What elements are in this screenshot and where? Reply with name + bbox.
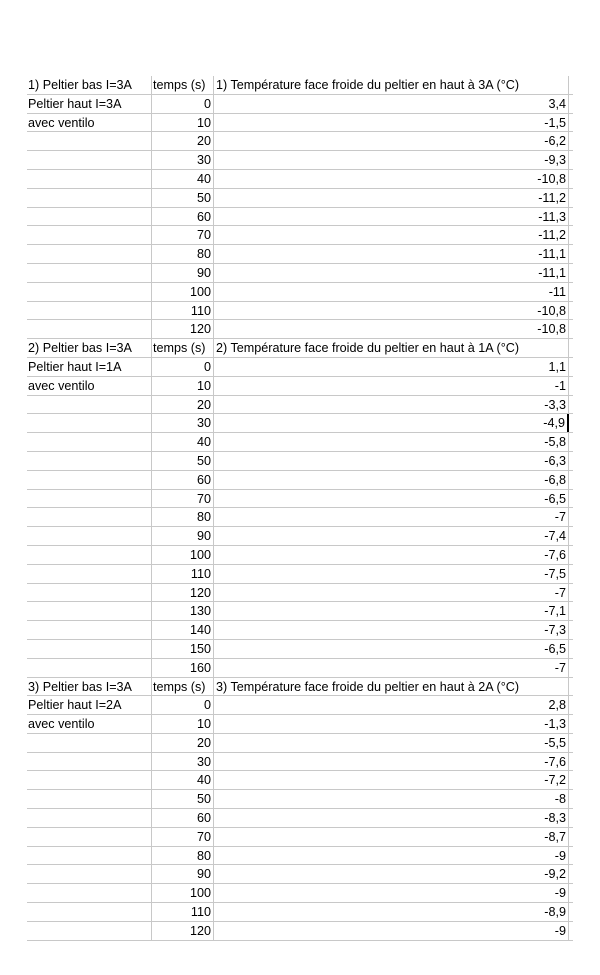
label-cell[interactable] xyxy=(27,602,152,620)
temperature-cell[interactable]: -9 xyxy=(214,884,569,902)
temperature-cell[interactable]: 1,1 xyxy=(214,358,569,376)
time-cell[interactable]: 50 xyxy=(152,189,214,207)
table-row xyxy=(27,151,573,170)
time-cell[interactable]: 120 xyxy=(152,320,214,338)
time-cell[interactable]: 100 xyxy=(152,283,214,301)
table-row xyxy=(27,114,573,133)
temperature-cell[interactable]: -6,5 xyxy=(214,640,569,658)
time-cell[interactable]: 70 xyxy=(152,226,214,244)
table-row xyxy=(27,226,573,245)
time-cell[interactable]: 70 xyxy=(152,828,214,846)
temperature-cell[interactable]: -10,8 xyxy=(214,302,569,320)
temperature-cell[interactable]: 2,8 xyxy=(214,696,569,714)
temperature-cell[interactable]: -3,3 xyxy=(214,396,569,414)
temperature-cell[interactable]: -7,6 xyxy=(214,546,569,564)
temperature-cell[interactable]: -8,7 xyxy=(214,828,569,846)
temperature-cell[interactable]: -7 xyxy=(214,508,569,526)
temperature-cell[interactable]: 3,4 xyxy=(214,95,569,113)
label-cell[interactable] xyxy=(27,847,152,865)
table-row xyxy=(27,132,573,151)
label-cell[interactable] xyxy=(27,546,152,564)
time-cell[interactable]: 20 xyxy=(152,396,214,414)
temperature-cell[interactable]: -7,5 xyxy=(214,565,569,583)
label-cell[interactable]: Peltier haut I=3A xyxy=(27,95,152,113)
time-cell[interactable]: 10 xyxy=(152,715,214,733)
time-cell[interactable]: 30 xyxy=(152,151,214,169)
table-row xyxy=(27,546,573,565)
label-cell[interactable]: avec ventilo xyxy=(27,114,152,132)
time-cell[interactable]: 90 xyxy=(152,527,214,545)
temperature-cell[interactable]: -1,5 xyxy=(214,114,569,132)
label-cell[interactable] xyxy=(27,151,152,169)
time-cell[interactable]: 150 xyxy=(152,640,214,658)
label-cell[interactable] xyxy=(27,226,152,244)
table-row xyxy=(27,640,573,659)
time-cell[interactable]: 30 xyxy=(152,753,214,771)
table-row xyxy=(27,809,573,828)
time-cell[interactable]: 80 xyxy=(152,847,214,865)
table-section-3 xyxy=(27,678,573,941)
time-cell[interactable]: 20 xyxy=(152,132,214,150)
time-header-cell[interactable]: temps (s) xyxy=(152,339,214,357)
label-cell[interactable] xyxy=(27,414,152,432)
time-cell[interactable]: 40 xyxy=(152,771,214,789)
table-row xyxy=(27,884,573,903)
time-cell[interactable]: 40 xyxy=(152,170,214,188)
time-cell[interactable]: 40 xyxy=(152,433,214,451)
table-row xyxy=(27,414,573,433)
time-cell[interactable]: 80 xyxy=(152,508,214,526)
label-cell[interactable] xyxy=(27,396,152,414)
table-row xyxy=(27,170,573,189)
table-row xyxy=(27,865,573,884)
temperature-header-cell[interactable]: 1) Température face froide du peltier en haut à 3A (°C) xyxy=(214,76,569,94)
table-row xyxy=(27,377,573,396)
label-cell[interactable] xyxy=(27,565,152,583)
time-cell[interactable]: 140 xyxy=(152,621,214,639)
temperature-cell[interactable]: -9 xyxy=(214,922,569,940)
label-cell[interactable] xyxy=(27,245,152,263)
label-cell[interactable] xyxy=(27,865,152,883)
section-header-row xyxy=(27,678,573,697)
label-cell[interactable] xyxy=(27,208,152,226)
spreadsheet-table xyxy=(27,76,573,941)
table-row xyxy=(27,95,573,114)
time-cell[interactable]: 70 xyxy=(152,490,214,508)
time-cell[interactable]: 80 xyxy=(152,245,214,263)
label-cell[interactable] xyxy=(27,302,152,320)
time-cell[interactable]: 110 xyxy=(152,302,214,320)
label-cell[interactable] xyxy=(27,828,152,846)
table-row xyxy=(27,565,573,584)
label-cell[interactable] xyxy=(27,734,152,752)
temperature-cell[interactable]: -11,1 xyxy=(214,245,569,263)
temperature-cell[interactable]: -7 xyxy=(214,584,569,602)
time-cell[interactable]: 110 xyxy=(152,903,214,921)
time-cell[interactable]: 160 xyxy=(152,659,214,677)
temperature-cell[interactable]: -8,3 xyxy=(214,809,569,827)
time-cell[interactable]: 100 xyxy=(152,546,214,564)
table-row xyxy=(27,715,573,734)
temperature-cell[interactable]: -6,8 xyxy=(214,471,569,489)
table-row xyxy=(27,903,573,922)
temperature-cell[interactable]: -7,2 xyxy=(214,771,569,789)
time-cell[interactable]: 20 xyxy=(152,734,214,752)
time-cell[interactable]: 60 xyxy=(152,208,214,226)
section-header-row xyxy=(27,339,573,358)
table-row xyxy=(27,471,573,490)
table-row xyxy=(27,696,573,715)
time-cell[interactable]: 60 xyxy=(152,471,214,489)
temperature-cell[interactable]: -7,3 xyxy=(214,621,569,639)
table-section-1 xyxy=(27,76,573,339)
label-cell[interactable] xyxy=(27,189,152,207)
temperature-cell[interactable]: -1 xyxy=(214,377,569,395)
table-row xyxy=(27,527,573,546)
table-row xyxy=(27,753,573,772)
time-header-cell[interactable]: temps (s) xyxy=(152,678,214,696)
label-cell[interactable] xyxy=(27,884,152,902)
table-row xyxy=(27,490,573,509)
temperature-cell[interactable]: -7,6 xyxy=(214,753,569,771)
condition-header-cell[interactable]: 1) Peltier bas I=3A xyxy=(27,76,152,94)
label-cell[interactable] xyxy=(27,527,152,545)
temperature-cell[interactable]: -11,2 xyxy=(214,226,569,244)
label-cell[interactable]: Peltier haut I=2A xyxy=(27,696,152,714)
label-cell[interactable] xyxy=(27,264,152,282)
time-cell[interactable]: 10 xyxy=(152,114,214,132)
label-cell[interactable]: avec ventilo xyxy=(27,715,152,733)
time-cell[interactable]: 50 xyxy=(152,790,214,808)
label-cell[interactable] xyxy=(27,640,152,658)
temperature-cell[interactable]: -11 xyxy=(214,283,569,301)
temperature-cell[interactable]: -6,2 xyxy=(214,132,569,150)
label-cell[interactable] xyxy=(27,471,152,489)
table-row xyxy=(27,922,573,941)
label-cell[interactable] xyxy=(27,922,152,940)
table-row xyxy=(27,358,573,377)
temperature-cell[interactable]: -1,3 xyxy=(214,715,569,733)
time-cell[interactable]: 0 xyxy=(152,358,214,376)
table-row xyxy=(27,828,573,847)
table-row xyxy=(27,508,573,527)
temperature-cell[interactable]: -6,5 xyxy=(214,490,569,508)
label-cell[interactable] xyxy=(27,753,152,771)
label-cell[interactable] xyxy=(27,320,152,338)
label-cell[interactable] xyxy=(27,659,152,677)
table-row xyxy=(27,584,573,603)
table-row xyxy=(27,208,573,227)
table-row xyxy=(27,602,573,621)
condition-header-cell[interactable]: 2) Peltier bas I=3A xyxy=(27,339,152,357)
table-row xyxy=(27,433,573,452)
section-header-row xyxy=(27,76,573,95)
table-row xyxy=(27,264,573,283)
time-cell[interactable]: 60 xyxy=(152,809,214,827)
table-row xyxy=(27,302,573,321)
time-cell[interactable]: 10 xyxy=(152,377,214,395)
table-row xyxy=(27,320,573,339)
label-cell[interactable]: avec ventilo xyxy=(27,377,152,395)
temperature-cell[interactable]: -9 xyxy=(214,847,569,865)
table-row xyxy=(27,452,573,471)
temperature-cell[interactable]: -9,2 xyxy=(214,865,569,883)
table-row xyxy=(27,847,573,866)
temperature-cell[interactable]: -8,9 xyxy=(214,903,569,921)
label-cell[interactable] xyxy=(27,621,152,639)
label-cell[interactable] xyxy=(27,809,152,827)
temperature-cell[interactable]: -5,8 xyxy=(214,433,569,451)
label-cell[interactable] xyxy=(27,490,152,508)
time-cell[interactable]: 90 xyxy=(152,264,214,282)
label-cell[interactable] xyxy=(27,283,152,301)
label-cell[interactable] xyxy=(27,790,152,808)
time-cell[interactable]: 90 xyxy=(152,865,214,883)
table-row xyxy=(27,396,573,415)
time-cell[interactable]: 30 xyxy=(152,414,214,432)
temperature-cell[interactable]: -11,2 xyxy=(214,189,569,207)
label-cell[interactable]: Peltier haut I=1A xyxy=(27,358,152,376)
label-cell[interactable] xyxy=(27,452,152,470)
condition-header-cell[interactable]: 3) Peltier bas I=3A xyxy=(27,678,152,696)
time-cell[interactable]: 50 xyxy=(152,452,214,470)
table-row xyxy=(27,659,573,678)
temperature-cell[interactable]: -7,4 xyxy=(214,527,569,545)
table-row xyxy=(27,771,573,790)
label-cell[interactable] xyxy=(27,170,152,188)
temperature-header-cell[interactable]: 3) Température face froide du peltier en haut à 2A (°C) xyxy=(214,678,569,696)
temperature-cell[interactable]: -4,9 xyxy=(214,414,569,432)
time-cell[interactable]: 0 xyxy=(152,696,214,714)
table-row xyxy=(27,734,573,753)
temperature-cell[interactable]: -10,8 xyxy=(214,320,569,338)
time-cell[interactable]: 110 xyxy=(152,565,214,583)
label-cell[interactable] xyxy=(27,433,152,451)
temperature-cell[interactable]: -7,1 xyxy=(214,602,569,620)
temperature-cell[interactable]: -11,3 xyxy=(214,208,569,226)
label-cell[interactable] xyxy=(27,508,152,526)
label-cell[interactable] xyxy=(27,132,152,150)
label-cell[interactable] xyxy=(27,903,152,921)
table-row xyxy=(27,245,573,264)
table-row xyxy=(27,621,573,640)
time-cell[interactable]: 120 xyxy=(152,584,214,602)
time-cell[interactable]: 120 xyxy=(152,922,214,940)
time-cell[interactable]: 130 xyxy=(152,602,214,620)
table-section-2 xyxy=(27,339,573,677)
table-row xyxy=(27,790,573,809)
label-cell[interactable] xyxy=(27,771,152,789)
temperature-cell[interactable]: -8 xyxy=(214,790,569,808)
temperature-header-cell[interactable]: 2) Température face froide du peltier en haut à 1A (°C) xyxy=(214,339,569,357)
temperature-cell[interactable]: -9,3 xyxy=(214,151,569,169)
table-row xyxy=(27,189,573,208)
time-header-cell[interactable]: temps (s) xyxy=(152,76,214,94)
table-row xyxy=(27,283,573,302)
time-cell[interactable]: 100 xyxy=(152,884,214,902)
temperature-cell[interactable]: -7 xyxy=(214,659,569,677)
label-cell[interactable] xyxy=(27,584,152,602)
temperature-cell[interactable]: -10,8 xyxy=(214,170,569,188)
time-cell[interactable]: 0 xyxy=(152,95,214,113)
temperature-cell[interactable]: -6,3 xyxy=(214,452,569,470)
temperature-cell[interactable]: -11,1 xyxy=(214,264,569,282)
temperature-cell[interactable]: -5,5 xyxy=(214,734,569,752)
